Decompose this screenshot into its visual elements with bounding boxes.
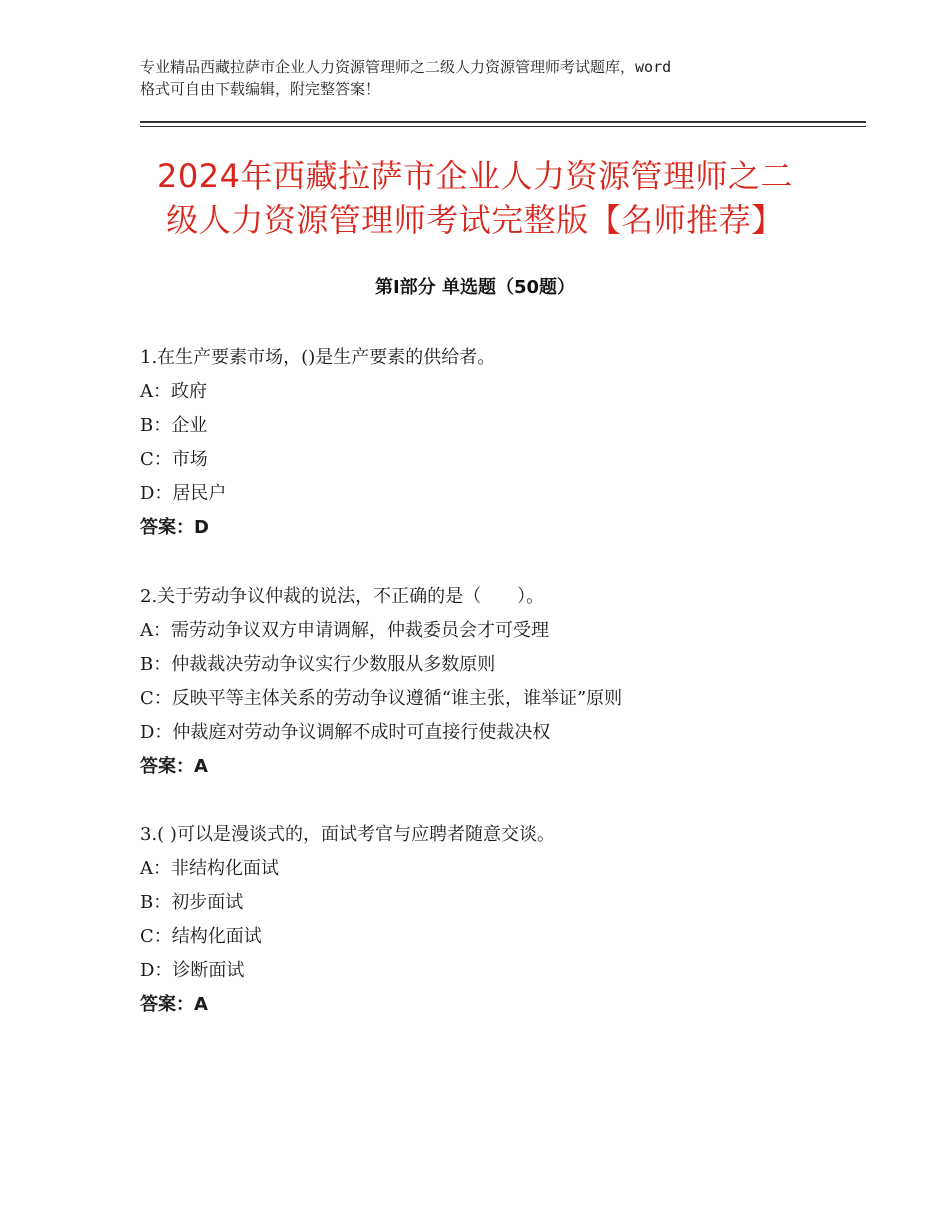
section-heading: 第Ⅰ部分 单选题（50题） bbox=[374, 277, 575, 298]
header-note-line: 专业精品西藏拉萨市企业人力资源管理师之二级人力资源管理师考试题库，word bbox=[140, 58, 672, 76]
question-stem: 1.在生产要素市场，()是生产要素的供给者。 bbox=[140, 347, 496, 368]
option-d: D：居民户 bbox=[140, 483, 227, 504]
option-b: B：企业 bbox=[140, 415, 208, 436]
option-d: D：仲裁庭对劳动争议调解不成时可直接行使裁决权 bbox=[140, 722, 551, 743]
question-2 bbox=[140, 580, 840, 784]
title-line: 2024年西藏拉萨市企业人力资源管理师之二 bbox=[157, 157, 793, 195]
question-stem: 2.关于劳动争议仲裁的说法，不正确的是（ ）。 bbox=[140, 586, 545, 607]
document-title bbox=[120, 154, 830, 242]
answer-label: 答案：A bbox=[140, 756, 208, 777]
header-divider-thick bbox=[140, 121, 866, 123]
question-3 bbox=[140, 818, 840, 1022]
option-a: A：需劳动争议双方申请调解，仲裁委员会才可受理 bbox=[140, 620, 549, 641]
option-a: A：非结构化面试 bbox=[140, 858, 279, 879]
header-note bbox=[140, 56, 820, 100]
question-stem: 3.( )可以是漫谈式的，面试考官与应聘者随意交谈。 bbox=[140, 824, 555, 845]
option-b: B：仲裁裁决劳动争议实行少数服从多数原则 bbox=[140, 654, 496, 675]
option-c: C：反映平等主体关系的劳动争议遵循“谁主张，谁举证”原则 bbox=[140, 688, 623, 709]
option-a: A：政府 bbox=[140, 381, 207, 402]
header-note-line: 格式可自由下载编辑，附完整答案！ bbox=[140, 80, 381, 98]
answer-label: 答案：A bbox=[140, 994, 208, 1015]
title-line: 级人力资源管理师考试完整版【名师推荐】 bbox=[166, 201, 784, 239]
option-c: C：市场 bbox=[140, 449, 208, 470]
option-d: D：诊断面试 bbox=[140, 960, 245, 981]
answer-label: 答案：D bbox=[140, 517, 209, 538]
header-divider-thin bbox=[140, 126, 866, 127]
option-c: C：结构化面试 bbox=[140, 926, 262, 947]
option-b: B：初步面试 bbox=[140, 892, 244, 913]
question-1 bbox=[140, 341, 840, 545]
